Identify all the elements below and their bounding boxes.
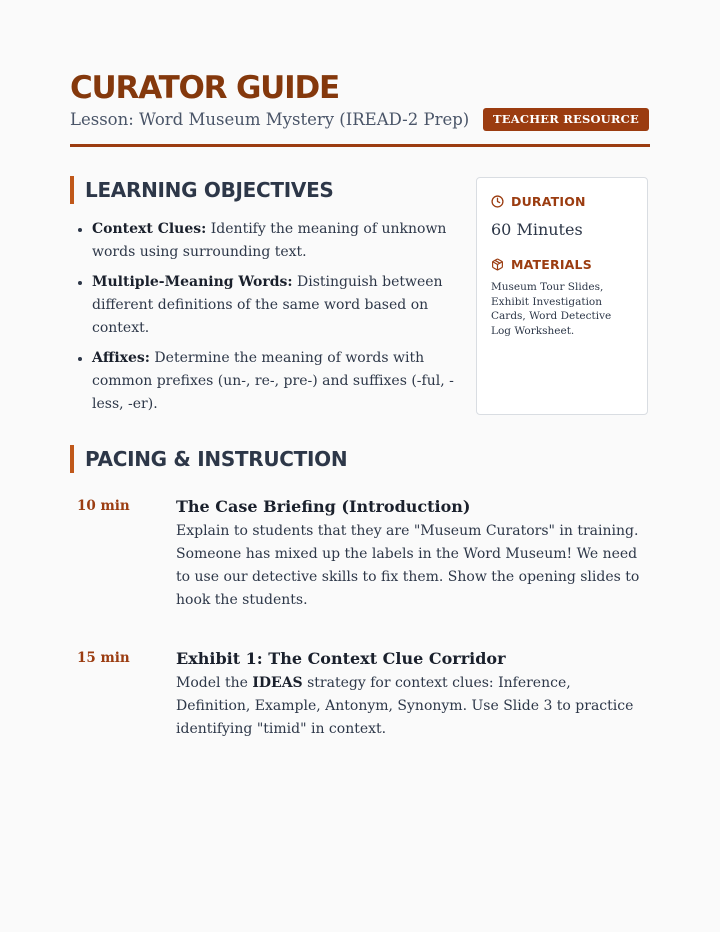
objective-text: Identify the meaning of unknown words using surrounding text. [92, 221, 447, 260]
objective-term: Affixes: [92, 350, 150, 366]
pacing-instruction-heading: PACING & INSTRUCTION [70, 445, 347, 473]
page-title: CURATOR GUIDE [70, 70, 340, 106]
pacing-description: Explain to students that they are "Museum Curators" in training. Someone has mixed up the labels in the Word Museum! We need to use our detective skills to fix them. Show the opening slides to hook the students. [176, 523, 640, 608]
pacing-time: 15 min [77, 650, 130, 666]
objective-text: Determine the meaning of words with common prefixes (un-, re-, pre-) and suffixes (-ful, -less, -er). [92, 350, 454, 412]
duration-label [491, 192, 633, 210]
lesson-subtitle: Lesson: Word Museum Mystery (IREAD-2 Prep) [70, 110, 470, 129]
list-item [92, 347, 464, 416]
pacing-text-after: strategy for context clues: Inference, Definition, Example, Antonym, Synonym. Use Slide 3 to practice identifying "timid" in context. [176, 675, 634, 737]
teacher-resource-badge: TEACHER RESOURCE [483, 108, 649, 131]
materials-label [491, 255, 633, 273]
pacing-body [176, 497, 646, 612]
objective-term: Context Clues: [92, 221, 207, 237]
pacing-time: 10 min [77, 498, 130, 514]
page-header [70, 68, 650, 138]
box-icon [491, 258, 504, 271]
pacing-title: The Case Briefing (Introduction) [176, 497, 471, 516]
ideas-strategy-term: IDEAS [252, 675, 303, 691]
materials-list: Museum Tour Slides, Exhibit Investigation Cards, Word Detective Log Worksheet. [491, 281, 612, 337]
objective-text: Distinguish between different definitions of the same word based on context. [92, 274, 443, 336]
duration-value: 60 Minutes [491, 220, 583, 239]
learning-objectives-heading: LEARNING OBJECTIVES [70, 176, 334, 204]
materials-label-text: MATERIALS [511, 256, 592, 272]
header-divider [70, 144, 650, 147]
pacing-description [176, 672, 646, 741]
subtitle-row [70, 108, 650, 138]
duration-label-text: DURATION [511, 193, 586, 209]
clock-icon [491, 195, 504, 208]
pacing-body [176, 649, 646, 741]
objective-term: Multiple-Meaning Words: [92, 274, 293, 290]
pacing-title: Exhibit 1: The Context Clue Corridor [176, 649, 506, 668]
pacing-text-before: Model the [176, 675, 253, 691]
objectives-list [74, 218, 464, 423]
list-item [92, 271, 464, 340]
list-item [92, 218, 464, 264]
lesson-info-card [476, 177, 648, 415]
